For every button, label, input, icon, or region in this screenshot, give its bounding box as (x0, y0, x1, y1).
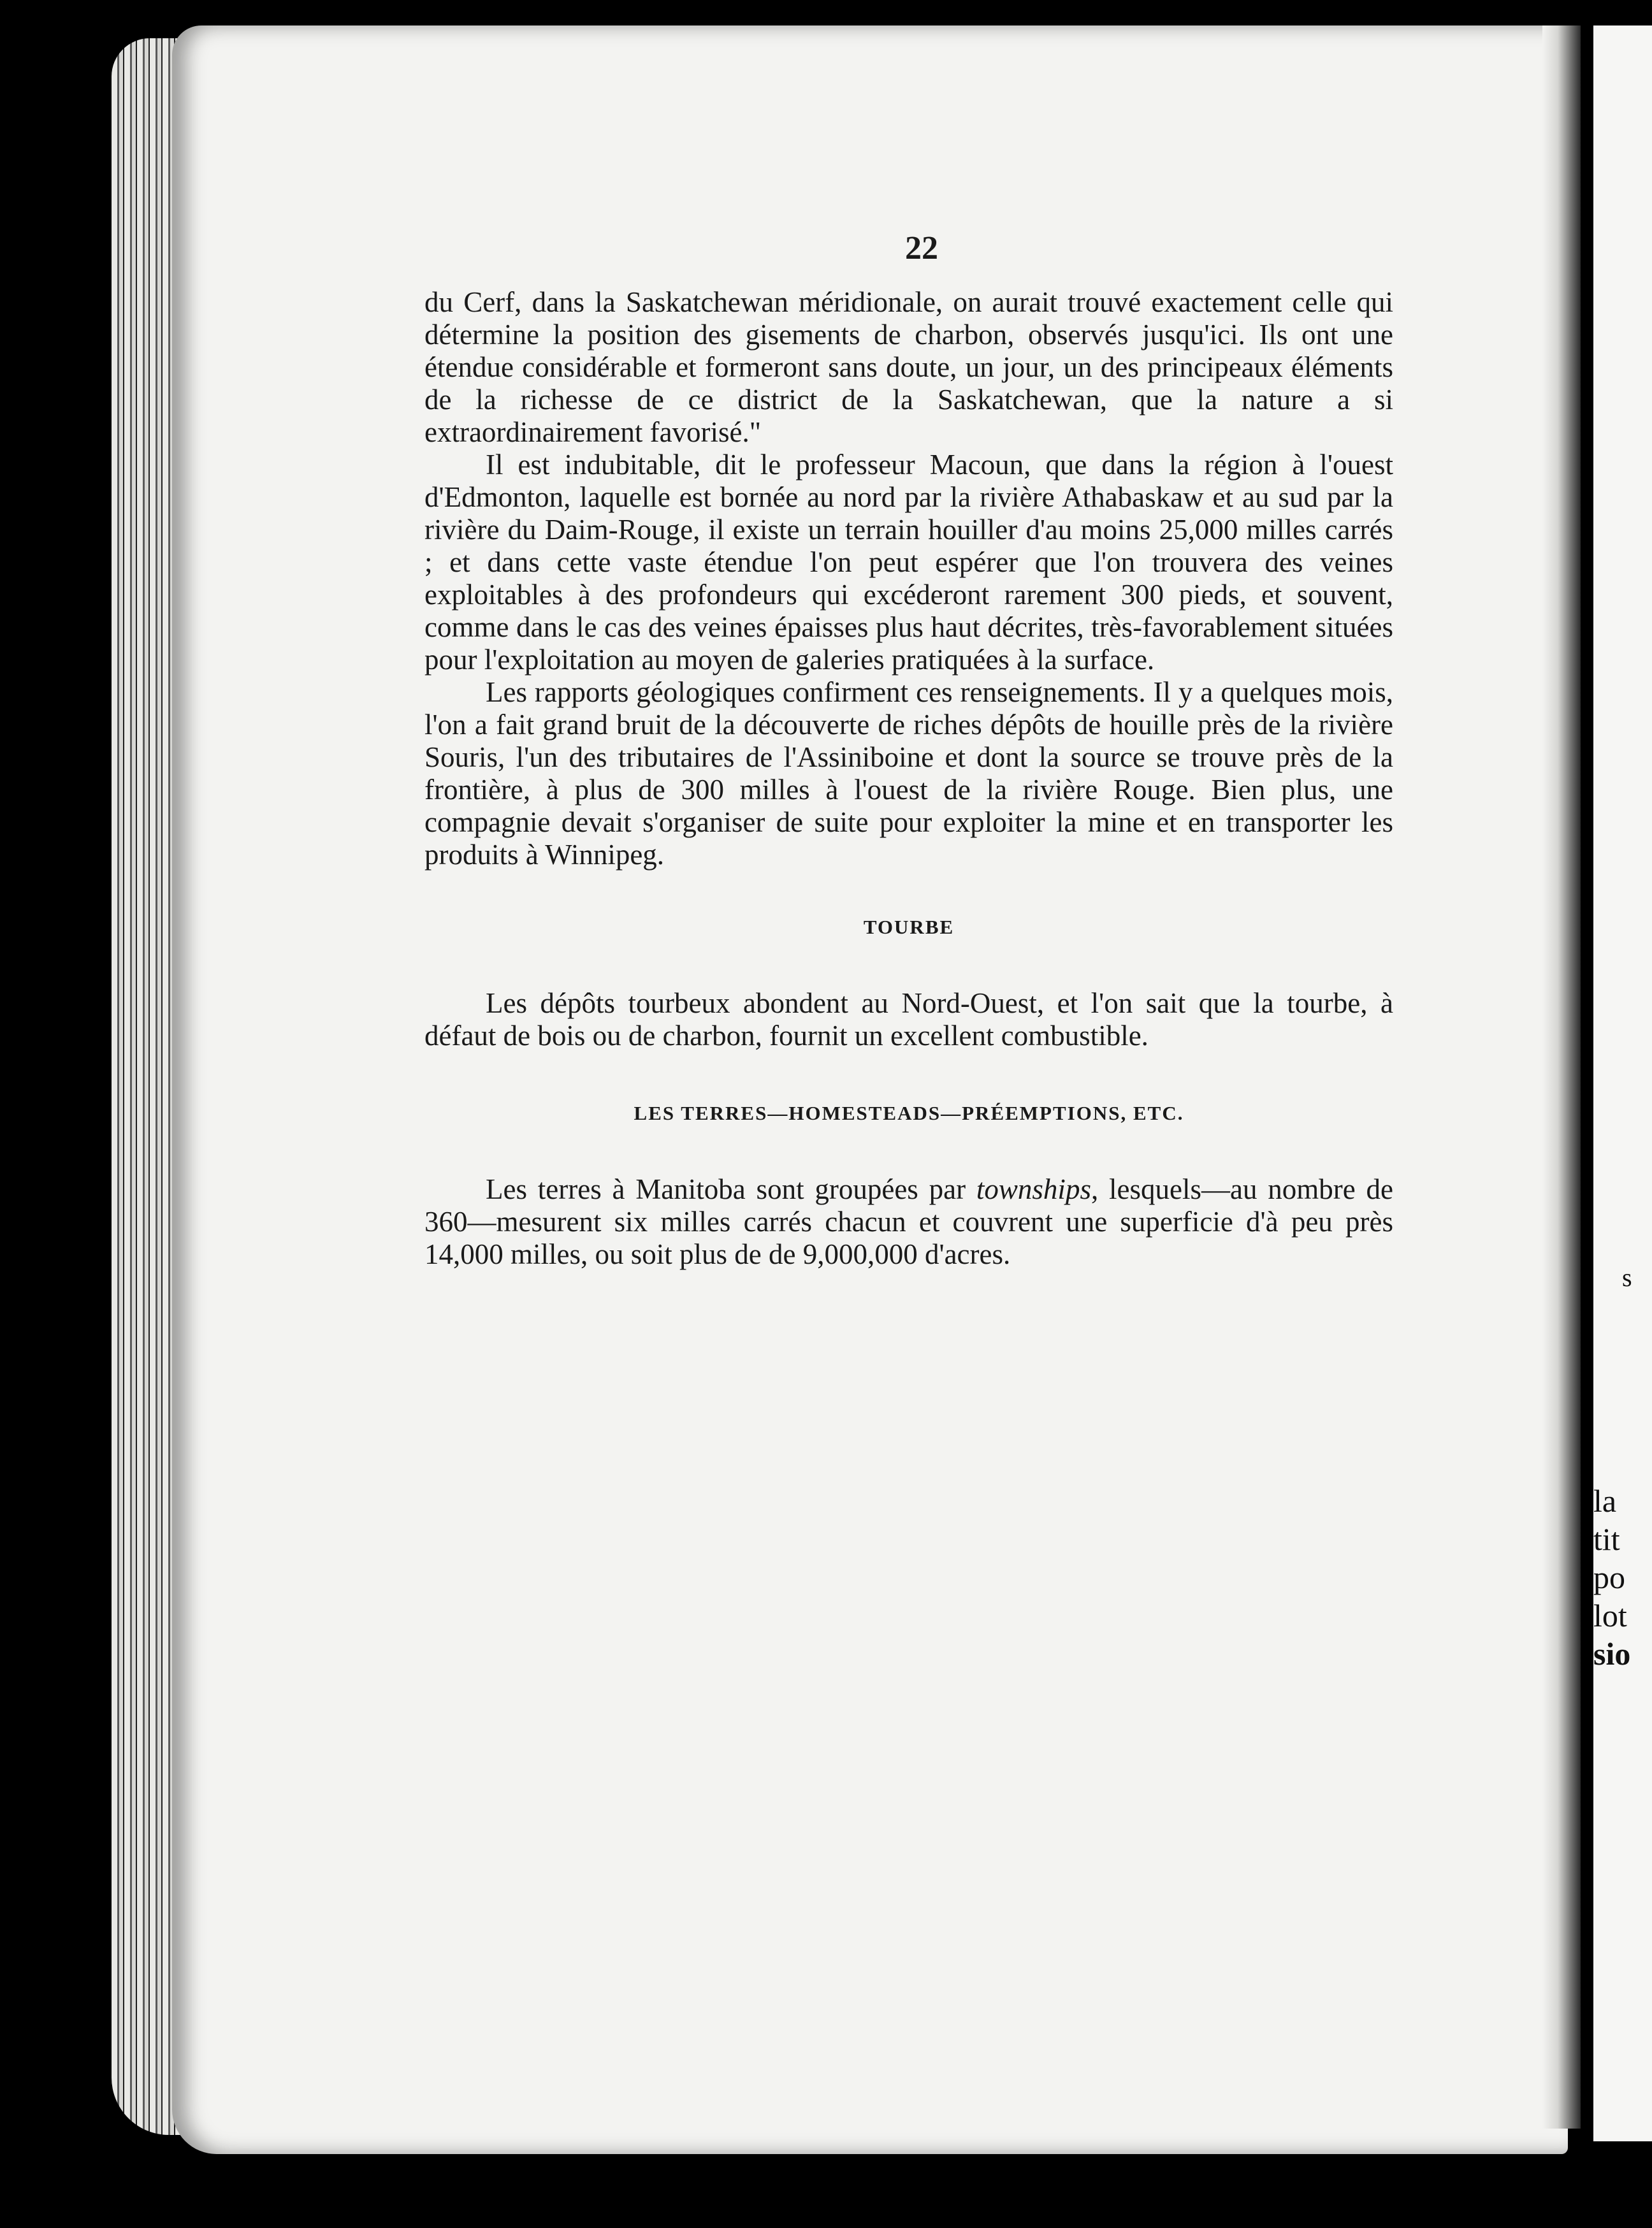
text-run: , lesquels—au nombre de 360—mesurent six milles carrés chacun et couvrent une superficie d'à peu près 14,000 milles, ou soit plus de de 9,000,000 d'acres. (424, 1173, 1393, 1270)
next-page-word: po (1593, 1559, 1625, 1595)
page-number: 22 (905, 230, 938, 266)
next-page-word: tit (1593, 1521, 1620, 1557)
paragraph: Les dépôts tourbeux abondent au Nord-Ouest, et l'on sait que la tourbe, à défaut de bois ou de charbon, fournit un excellent combustible. (424, 987, 1393, 1052)
next-page-word: s (1622, 1263, 1632, 1292)
text-run: Les terres à Manitoba sont groupées par (486, 1173, 976, 1205)
paragraph (424, 1173, 1393, 1271)
section-heading-tourbe: TOURBE (863, 916, 955, 938)
next-page-word: sio (1593, 1636, 1631, 1672)
page-text (424, 229, 1393, 1271)
paragraph: Il est indubitable, dit le professeur Macoun, que dans la région à l'ouest d'Edmonton, laquelle est bornée au nord par la rivière Athabaskaw et au sud par la rivière du Daim-Rouge, il existe un terrain houiller d'au moins 25,000 milles carrés ; et dans cette vaste étendue l'on peut espérer que l'on trouvera des veines exploitables à des profondeurs qui excéderont rarement 300 pieds, et souvent, comme dans le cas des veines épaisses plus haut décrites, très-favorablement situées pour l'exploitation au moyen de galeries pratiquées à la surface. (424, 449, 1393, 676)
next-page-word: la (1593, 1483, 1617, 1519)
section-heading-terres: LES TERRES—HOMESTEADS—PRÉEMPTIONS, ETC. (634, 1102, 1184, 1124)
book-gutter (1542, 25, 1581, 2129)
paragraph: Les rapports géologiques confirment ces renseignements. Il y a quelques mois, l'on a fait grand bruit de la découverte de riches dépôts de houille près de la rivière Souris, l'un des tributaires de l'Assiniboine et dont la source se trouve près de la frontière, à plus de 300 milles à l'ouest de la rivière Rouge. Bien plus, une compagnie devait s'organiser de suite pour exploiter la mine et en transporter les produits à Winnipeg. (424, 676, 1393, 871)
paragraph: du Cerf, dans la Saskatchewan méridionale, on aurait trouvé exactement celle qui détermine la position des gisements de charbon, observés jusqu'ici. Ils ont une étendue considérable et formeront sans doute, un jour, un des principeaux éléments de la richesse de ce district de la Saskatchewan, que la nature a si extraordinairement favorisé." (424, 286, 1393, 448)
next-page-fragment (1593, 25, 1652, 2141)
next-page-word: lot (1593, 1598, 1627, 1633)
italic-term: townships (976, 1173, 1091, 1205)
